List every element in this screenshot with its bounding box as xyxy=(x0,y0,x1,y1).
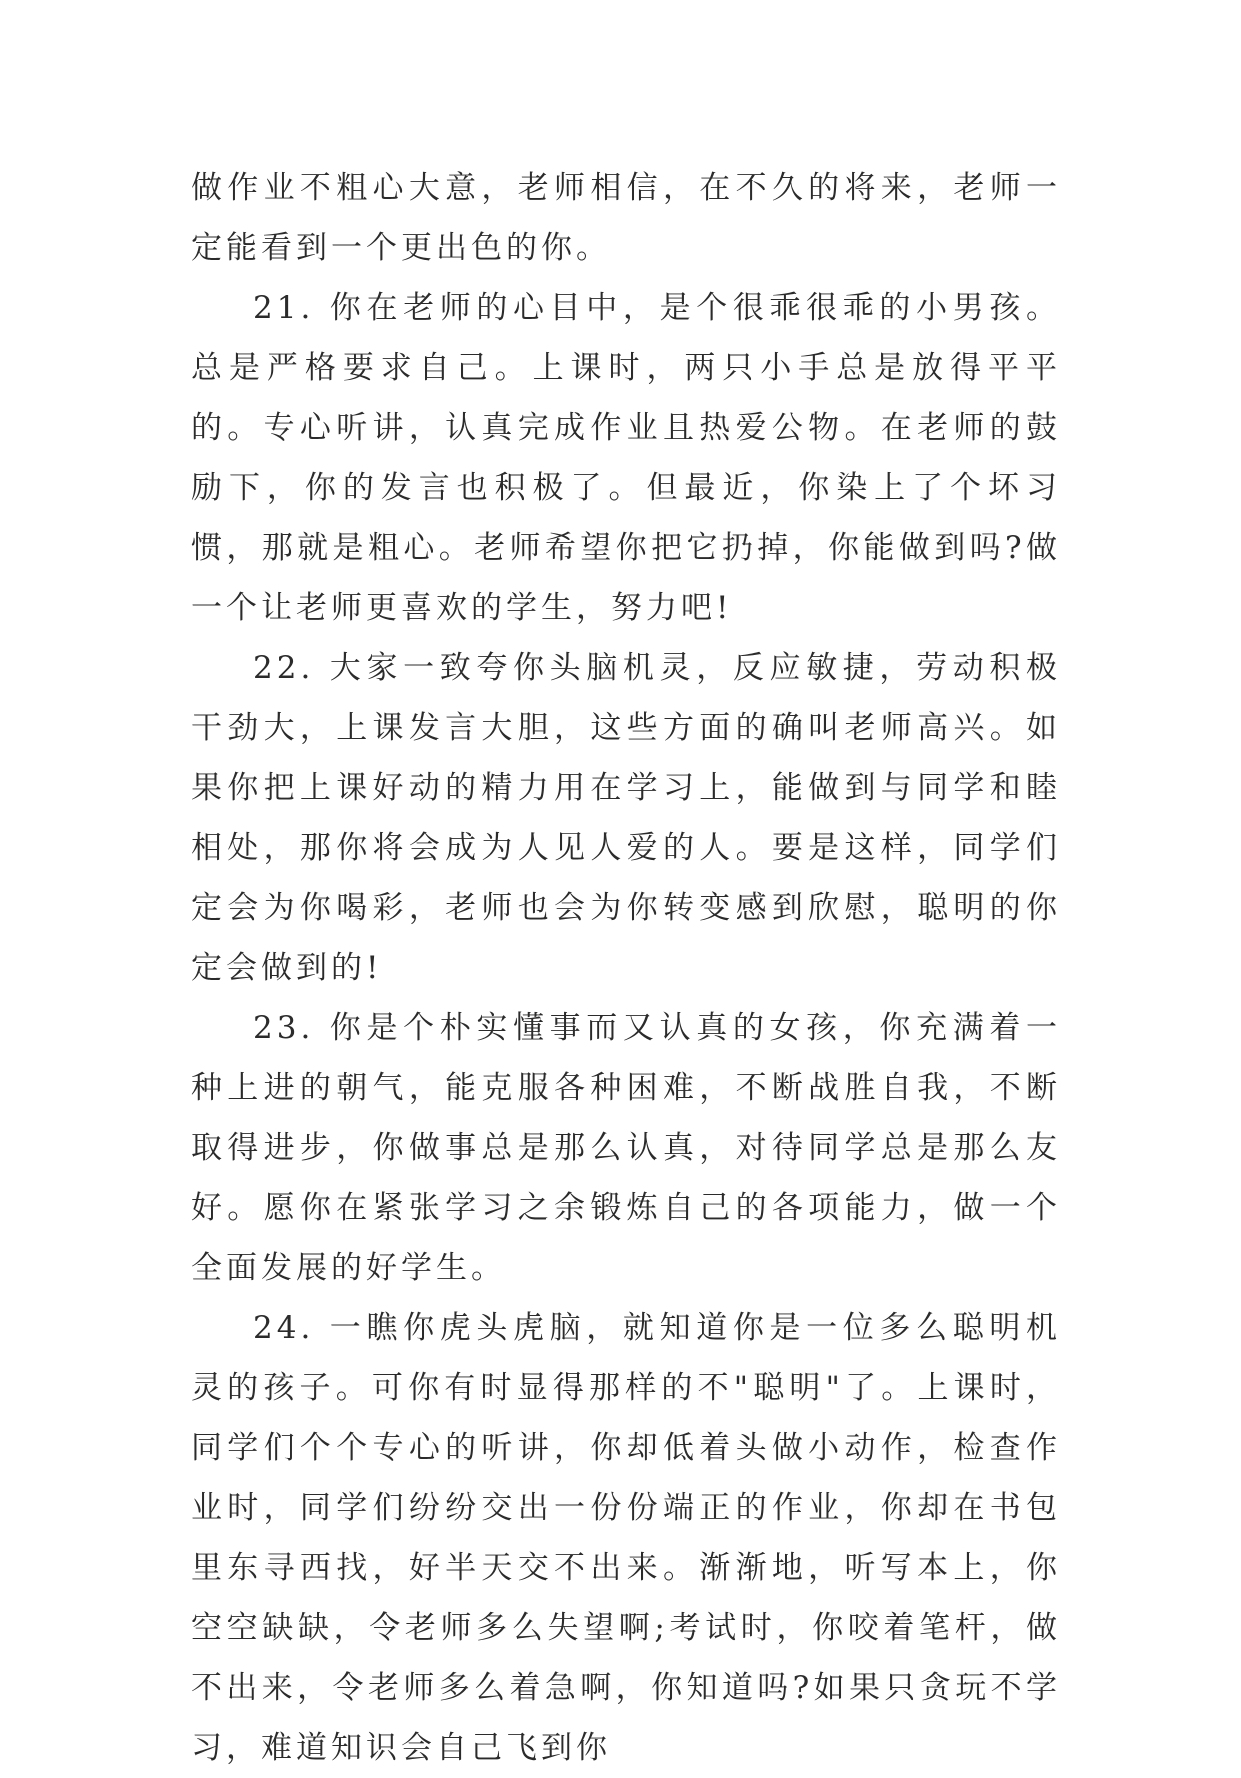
paragraph-comment-22: 22. 大家一致夸你头脑机灵，反应敏捷，劳动积极干劲大，上课发言大胆，这些方面的确叫老师高兴。如果你把上课好动的精力用在学习上，能做到与同学和睦相处，那你将会成为人见人爱的人。要是这样，同学们定会为你喝彩，老师也会为你转变感到欣慰，聪明的你定会做到的! xyxy=(191,650,1061,986)
paragraph-comment-21: 21. 你在老师的心目中，是个很乖很乖的小男孩。总是严格要求自己。上课时，两只小手总是放得平平的。专心听讲，认真完成作业且热爱公物。在老师的鼓励下，你的发言也积极了。但最近，你染上了个坏习惯，那就是粗心。老师希望你把它扔掉，你能做到吗?做一个让老师更喜欢的学生，努力吧! xyxy=(191,290,1061,626)
paragraph-comment-23: 23. 你是个朴实懂事而又认真的女孩，你充满着一种上进的朝气，能克服各种困难，不断战胜自我，不断取得进步，你做事总是那么认真，对待同学总是那么友好。愿你在紧张学习之余锻炼自己的各项能力，做一个全面发展的好学生。 xyxy=(191,1010,1061,1286)
paragraph-continuation: 做作业不粗心大意，老师相信，在不久的将来，老师一定能看到一个更出色的你。 xyxy=(191,170,1061,266)
document-body xyxy=(191,158,1061,1778)
paragraph-comment-24: 24. 一瞧你虎头虎脑，就知道你是一位多么聪明机灵的孩子。可你有时显得那样的不"聪明"了。上课时，同学们个个专心的听讲，你却低着头做小动作，检查作业时，同学们纷纷交出一份份端正的作业，你却在书包里东寻西找，好半天交不出来。渐渐地，听写本上，你空空缺缺，令老师多么失望啊;考试时，你咬着笔杆，做不出来，令老师多么着急啊，你知道吗?如果只贪玩不学习，难道知识会自己飞到你 xyxy=(191,1310,1061,1766)
